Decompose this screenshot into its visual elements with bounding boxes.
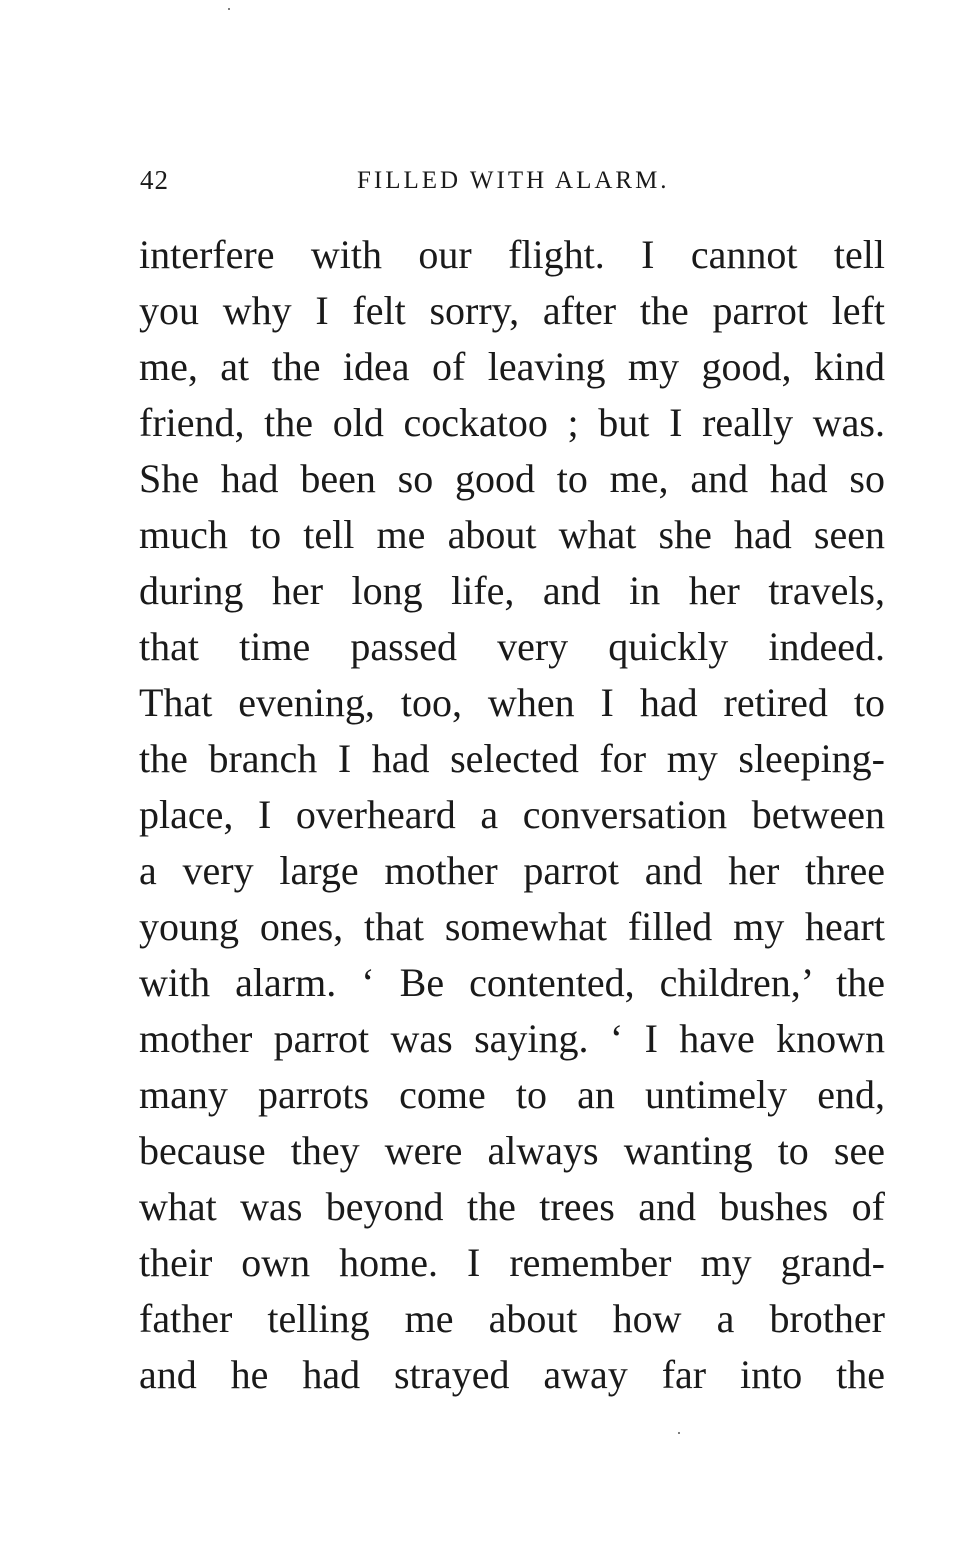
text-line: the branch I had selected for my sleeping- xyxy=(139,736,885,781)
text-line: friend, the old cockatoo ; but I really was. xyxy=(139,400,885,445)
text-line: mother parrot was saying. ‘ I have known xyxy=(139,1016,885,1061)
text-line: interfere with our flight. I cannot tell xyxy=(139,232,885,277)
running-head: FILLED WITH ALARM. xyxy=(357,167,670,194)
print-speck xyxy=(228,8,230,10)
text-line: that time passed very quickly indeed. xyxy=(139,624,885,669)
text-line: what was beyond the trees and bushes of xyxy=(139,1184,885,1229)
text-line: She had been so good to me, and had so xyxy=(139,456,885,501)
text-line: young ones, that somewhat filled my heart xyxy=(139,904,885,949)
text-line: place, I overheard a conversation between xyxy=(139,792,885,837)
text-line: their own home. I remember my grand- xyxy=(139,1240,885,1285)
text-line: a very large mother parrot and her three xyxy=(139,848,885,893)
text-line: with alarm. ‘ Be contented, children,’ the xyxy=(139,960,885,1005)
text-line: me, at the idea of leaving my good, kind xyxy=(139,344,885,389)
text-line: many parrots come to an untimely end, xyxy=(139,1072,885,1117)
page-number: 42 xyxy=(140,165,169,195)
print-speck xyxy=(678,1432,680,1434)
text-line: because they were always wanting to see xyxy=(139,1128,885,1173)
text-line: That evening, too, when I had retired to xyxy=(139,680,885,725)
text-line: you why I felt sorry, after the parrot left xyxy=(139,288,885,333)
body-text xyxy=(139,227,885,1403)
text-line: much to tell me about what she had seen xyxy=(139,512,885,557)
text-line: during her long life, and in her travels, xyxy=(139,568,885,613)
text-line: and he had strayed away far into the xyxy=(139,1352,885,1397)
text-line: father telling me about how a brother xyxy=(139,1296,885,1341)
